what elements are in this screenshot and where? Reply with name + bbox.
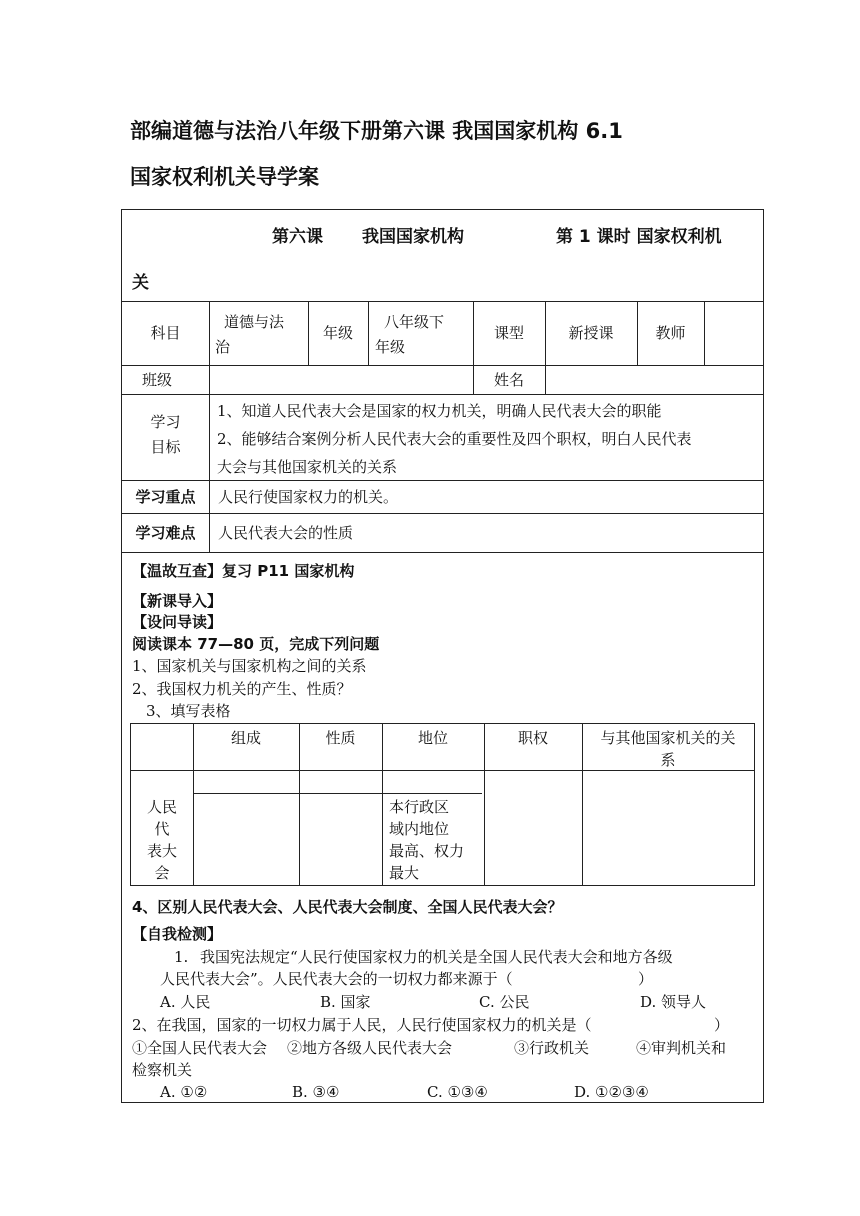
goals-label-line2: 目标 <box>150 438 181 456</box>
status-line3: 最高、权力 <box>389 842 465 860</box>
subject-value-line1: 道德与法 <box>224 313 285 331</box>
mcq1-stem-line1: 我国宪法规定“人民行使国家权力的机关是全国人民代表大会和地方各级 <box>200 948 673 966</box>
row-label-line4: 会 <box>154 864 170 882</box>
question-1: 1、国家机关与国家机构之间的关系 <box>132 657 367 675</box>
goals-label <box>122 410 209 460</box>
lesson-period-cont: 关 <box>132 273 149 293</box>
class-value <box>210 365 472 394</box>
mcq2-option-a: A. ①② <box>160 1083 208 1101</box>
subject-value <box>215 310 285 360</box>
title-line-1: 部编道德与法治八年级下册第六课 我国国家机构 6.1 <box>130 119 623 143</box>
mcq2-option-d: D. ①②③④ <box>574 1083 649 1101</box>
header-nature: 性质 <box>325 729 356 747</box>
row-label-line3: 表大 <box>146 842 177 860</box>
header-powers: 职权 <box>517 729 548 747</box>
lesson-period: 第 1 课时 国家权利机 <box>556 227 722 247</box>
status-cell-text <box>389 796 464 884</box>
mcq2-paren-close: ） <box>714 1016 730 1034</box>
grade-value-line1: 八年级下 <box>384 313 445 331</box>
status-line1: 本行政区 <box>389 798 450 816</box>
self-check-heading: 【自我检测】 <box>132 925 223 943</box>
grade-label: 年级 <box>322 324 353 342</box>
mcq2-stem-line1: 2、在我国，国家的一切权力属于人民，人民行使国家权力的机关是（ <box>132 1016 592 1034</box>
question-4: 4、区别人民代表大会、人民代表大会制度、全国人民代表大会？ <box>132 898 563 916</box>
grade-value-line2: 年级 <box>375 338 406 356</box>
subject-value-line2: 治 <box>215 338 231 356</box>
header-relations-line2: 系 <box>660 751 676 769</box>
mcq2-item-2: ②地方各级人民代表大会 <box>287 1039 453 1057</box>
focus-label: 学习重点 <box>135 487 196 506</box>
header-relations-line1: 与其他国家机关的关 <box>600 729 736 747</box>
teacher-label: 教师 <box>655 324 686 342</box>
goal-1: 1、知道人民代表大会是国家的权力机关，明确人民代表大会的职能 <box>217 402 662 420</box>
type-label: 课型 <box>493 324 524 342</box>
row-label-line2: 代 <box>154 820 170 838</box>
teacher-value <box>704 301 763 365</box>
header-relations <box>582 727 754 771</box>
class-label: 班级 <box>141 370 172 389</box>
name-value <box>546 365 762 394</box>
reading-instruction: 阅读课本 77—80 页，完成下列问题 <box>132 635 380 653</box>
name-label: 姓名 <box>493 370 524 389</box>
status-line2: 域内地位 <box>389 820 450 838</box>
lesson-plan-table <box>121 209 764 1103</box>
mcq2-item-3: ③行政机关 <box>514 1039 590 1057</box>
mcq1-option-c: C. 公民 <box>479 993 530 1011</box>
mcq2-option-b: B. ③④ <box>292 1083 340 1101</box>
goals-label-line1: 学习 <box>150 413 181 431</box>
type-value: 新授课 <box>568 324 614 342</box>
mcq1-option-b: B. 国家 <box>320 993 371 1011</box>
status-line4: 最大 <box>389 864 420 882</box>
mcq2-stem-line3: 检察机关 <box>132 1061 193 1079</box>
mcq2-item-4: ④审判机关和 <box>636 1039 727 1057</box>
mcq1-stem-line2: 人民代表大会”。人民代表大会的一切权力都来源于（ <box>160 970 513 988</box>
review-heading: 【温故互查】复习 P11 国家机构 <box>132 562 355 580</box>
guided-heading: 【设问导读】 <box>132 613 223 631</box>
mcq1-number: 1. <box>174 948 189 966</box>
subject-label: 科目 <box>150 324 181 342</box>
mcq1-option-a: A. 人民 <box>160 993 211 1011</box>
difficulty-label: 学习难点 <box>135 523 196 542</box>
mcq2-item-1: ①全国人民代表大会 <box>132 1039 268 1057</box>
lesson-unit: 我国国家机构 <box>362 227 464 247</box>
row-label-line1: 人民 <box>146 798 177 816</box>
grade-value <box>375 310 445 360</box>
question-2: 2、我国权力机关的产生、性质？ <box>132 680 352 698</box>
title-line-2: 国家权利机关导学案 <box>130 165 319 189</box>
difficulty-text: 人民代表大会的性质 <box>218 523 354 542</box>
goal-2: 2、能够结合案例分析人民代表大会的重要性及四个职权，明白人民代表 <box>217 430 692 448</box>
header-composition: 组成 <box>230 729 261 747</box>
document-title <box>130 108 770 200</box>
mcq2-option-c: C. ①③④ <box>427 1083 488 1101</box>
lesson-number: 第六课 <box>272 227 323 247</box>
question-3: 3、填写表格 <box>146 702 231 720</box>
row-label-npc <box>131 796 193 884</box>
focus-text: 人民行使国家权力的机关。 <box>218 487 399 506</box>
goal-2-cont: 大会与其他国家机关的关系 <box>217 458 398 476</box>
mcq1-paren-close: ） <box>638 970 654 988</box>
mcq1-option-d: D. 领导人 <box>640 993 707 1011</box>
fill-in-table <box>130 723 755 886</box>
new-intro-heading: 【新课导入】 <box>132 592 223 610</box>
header-status: 地位 <box>417 729 448 747</box>
